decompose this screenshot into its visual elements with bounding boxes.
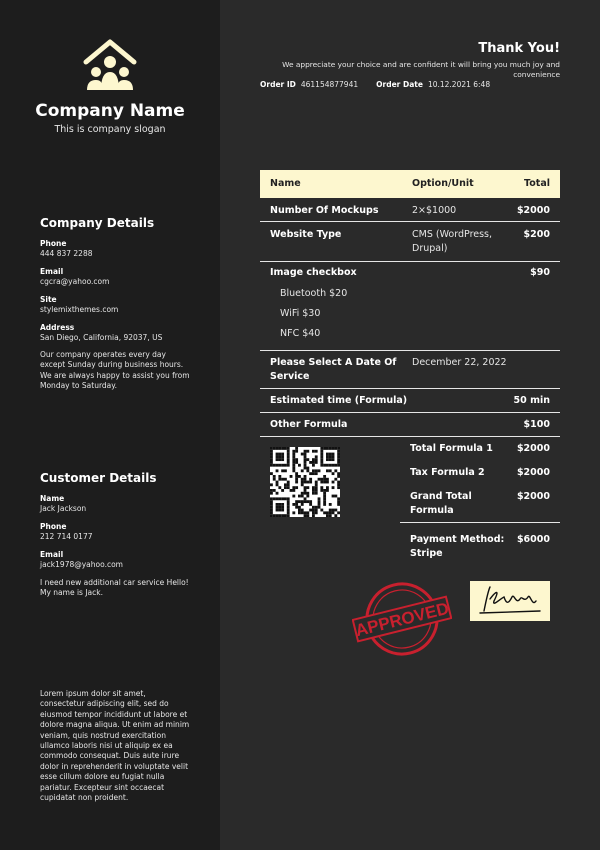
row-name: Please Select A Date Of Service xyxy=(270,357,397,382)
customer-phone xyxy=(40,522,190,542)
order-id-value: 461154877941 xyxy=(300,80,359,89)
sidebar xyxy=(0,0,220,850)
row-total: $2000 xyxy=(516,205,550,216)
row-total: $100 xyxy=(523,419,550,430)
table-header xyxy=(260,170,560,198)
col-total-header: Total xyxy=(524,178,550,189)
row-option: December 22, 2022 xyxy=(412,357,507,368)
company-name: Company Name xyxy=(35,101,185,121)
row-name: Image checkbox xyxy=(270,267,357,278)
table-row xyxy=(260,262,560,351)
customer-name xyxy=(40,494,190,514)
company-email-label: Email xyxy=(40,267,64,276)
company-email xyxy=(40,267,190,287)
lorem-paragraph: Lorem ipsum dolor sit amet, consectetur adipiscing elit, sed do eiusmod tempor incididunt ut labore et dolore magna aliqua. Ut enim ad minim veniam, quis nostrud exercitation ullamco laboris nisi ut aliquip ex ea commodo consequat. Duis aute irure dolor in reprehenderit in voluptate velit esse cillum dolore eu fugiat nulla pariatur. Excepteur sint occaecat cupidatat non proident. xyxy=(40,689,190,803)
row-total: 50 min xyxy=(513,395,550,406)
customer-email-value[interactable]: jack1978@yahoo.com xyxy=(40,560,123,569)
tax-formula-value: $2000 xyxy=(516,467,550,478)
thank-you-message: We appreciate your choice and are confident it will bring you much joy and convenience xyxy=(282,60,560,79)
order-date-value: 10.12.2021 6:48 xyxy=(427,80,491,89)
thank-you-heading: Thank You! xyxy=(478,41,560,56)
company-address-value: San Diego, California, 92037, US xyxy=(40,333,163,342)
customer-name-value: Jack Jackson xyxy=(40,504,87,513)
row-name: Estimated time (Formula) xyxy=(270,395,408,406)
customer-email xyxy=(40,550,190,570)
company-slogan: This is company slogan xyxy=(54,124,166,135)
company-site-label: Site xyxy=(40,295,57,304)
company-logo-icon xyxy=(82,38,138,92)
table-row xyxy=(260,413,560,437)
row-total: $90 xyxy=(530,267,550,278)
row-name: Website Type xyxy=(270,229,342,240)
customer-phone-label: Phone xyxy=(40,522,67,531)
company-site xyxy=(40,295,190,315)
checkbox-option-wifi: WiFi $30 xyxy=(280,308,321,319)
customer-phone-value: 212 714 0177 xyxy=(40,532,93,541)
order-id-label: Order ID xyxy=(260,80,296,89)
company-email-value[interactable]: cgcra@yahoo.com xyxy=(40,277,110,286)
customer-details-title: Customer Details xyxy=(40,471,157,485)
payment-method-label: Payment Method: Stripe xyxy=(410,534,505,559)
company-site-value[interactable]: stylemixthemes.com xyxy=(40,305,119,314)
company-phone-label: Phone xyxy=(40,239,67,248)
tax-formula-label: Tax Formula 2 xyxy=(410,467,485,478)
col-option-header: Option/Unit xyxy=(412,178,474,189)
payment-value: $6000 xyxy=(516,534,550,545)
company-phone xyxy=(40,239,190,259)
order-date-label: Order Date xyxy=(376,80,423,89)
company-address xyxy=(40,323,190,343)
row-name: Other Formula xyxy=(270,419,348,430)
checkbox-option-nfc: NFC $40 xyxy=(280,328,321,339)
table-row xyxy=(260,222,560,262)
company-phone-value: 444 837 2288 xyxy=(40,249,93,258)
total-formula-1-value: $2000 xyxy=(516,443,550,454)
approved-stamp-icon xyxy=(352,578,452,660)
grand-total-label: Grand Total Formula xyxy=(410,491,472,516)
table-row xyxy=(260,351,560,389)
row-option: 2×$1000 xyxy=(412,205,457,216)
company-address-label: Address xyxy=(40,323,75,332)
row-name: Number Of Mockups xyxy=(270,205,379,216)
totals-block xyxy=(400,437,560,523)
col-name-header: Name xyxy=(270,178,301,189)
payment-block xyxy=(400,523,560,563)
signature-box xyxy=(470,581,550,621)
table-row xyxy=(260,198,560,222)
signature-icon xyxy=(470,581,550,621)
customer-name-label: Name xyxy=(40,494,65,503)
row-option: CMS (WordPress, Drupal) xyxy=(412,229,493,254)
grand-total-value: $2000 xyxy=(516,491,550,502)
company-hours: Our company operates every day except Sunday during business hours. We are always happy to assist you from Monday to Saturday. xyxy=(40,350,190,391)
row-total: $200 xyxy=(523,229,550,240)
total-formula-1-label: Total Formula 1 xyxy=(410,443,493,454)
table-row xyxy=(260,389,560,413)
company-details-title: Company Details xyxy=(40,216,155,230)
checkbox-option-bluetooth: Bluetooth $20 xyxy=(280,288,348,299)
qr-code xyxy=(270,447,340,517)
customer-email-label: Email xyxy=(40,550,64,559)
order-info xyxy=(260,80,490,89)
customer-note: I need new additional car service Hello! My name is Jack. xyxy=(40,578,189,598)
stamp-text: APPROVED xyxy=(353,598,451,641)
